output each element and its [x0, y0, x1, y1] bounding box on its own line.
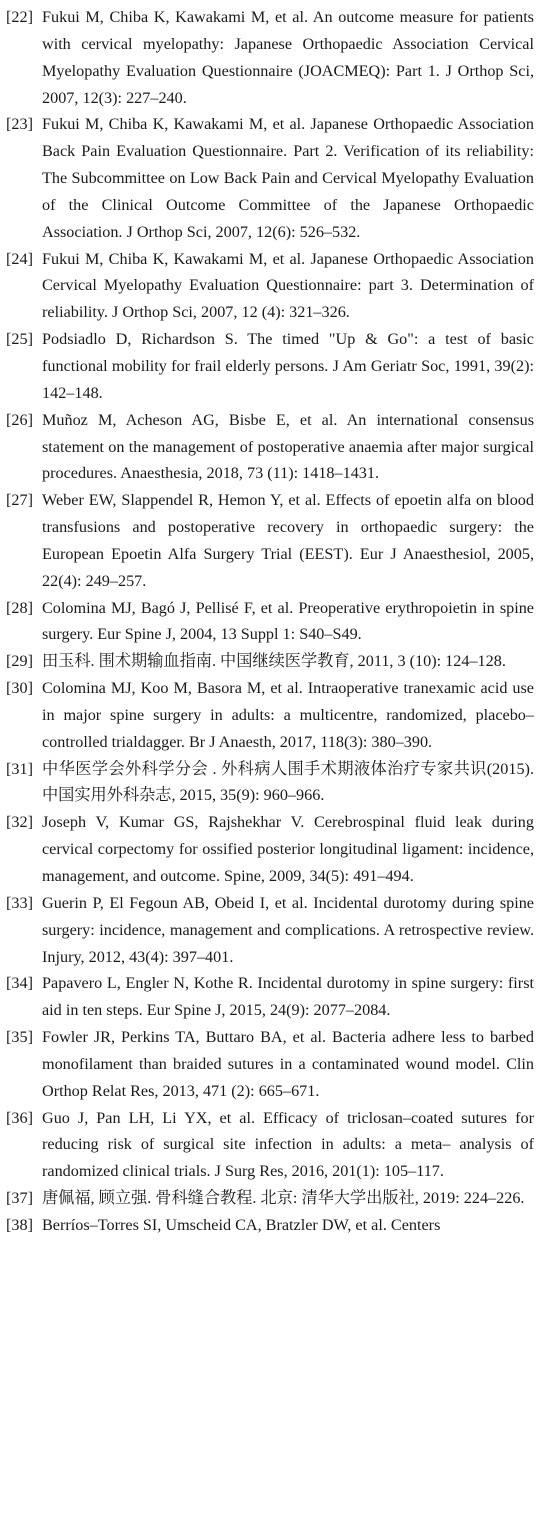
reference-item — [6, 890, 534, 971]
reference-number: [23] — [6, 115, 33, 134]
reference-item — [6, 246, 534, 327]
reference-item — [6, 595, 534, 649]
reference-item — [6, 970, 534, 1024]
reference-number: [24] — [6, 249, 33, 268]
reference-number: [22] — [6, 8, 33, 26]
reference-item — [6, 487, 534, 594]
reference-text: Fowler JR, Perkins TA, Buttaro BA, et al. Bacteria adhere less to barbed monofilament than braided sutures in a contaminated wound model. Clin Orthop Relat Res, 2013, 471 (2): 665–671. — [42, 1028, 534, 1100]
reference-item — [6, 756, 534, 810]
reference-text: Fukui M, Chiba K, Kawakami M, et al. Japanese Orthopaedic Association Cervical Myelopathy Evaluation Questionnaire: part 3. Determination of reliability. J Orthop Sci, 2007, 12 (4): 321–326. — [42, 249, 534, 322]
reference-text: Muñoz M, Acheson AG, Bisbe E, et al. An international consensus statement on the management of postoperative anaemia after major surgical procedures. Anaesthesia, 2018, 73 (11): 1418–1431. — [42, 410, 534, 483]
reference-item — [6, 1105, 534, 1186]
reference-item — [6, 111, 534, 245]
reference-text: 唐佩福, 顾立强. 骨科缝合教程. 北京: 清华大学出版社, 2019: 224–226. — [42, 1189, 525, 1208]
reference-number: [37] — [6, 1189, 33, 1208]
reference-text: Colomina MJ, Bagó J, Pellisé F, et al. Preoperative erythropoietin in spine surgery. Eur Spine J, 2004, 13 Suppl 1: S40–S49. — [42, 598, 534, 644]
reference-item — [6, 1212, 534, 1239]
reference-number: [36] — [6, 1108, 33, 1127]
reference-text: 中华医学会外科学分会 . 外科病人围手术期液体治疗专家共识(2015). 中国实用外科杂志, 2015, 35(9): 960–966. — [42, 759, 534, 805]
reference-number: [30] — [6, 679, 33, 698]
reference-text: Papavero L, Engler N, Kothe R. Incidental durotomy in spine surgery: first aid in ten steps. Eur Spine J, 2015, 24(9): 2077–2084. — [42, 974, 534, 1020]
reference-text: Weber EW, Slappendel R, Hemon Y, et al. Effects of epoetin alfa on blood transfusions and postoperative recovery in orthopaedic surgery: the European Epoetin Alfa Surgery Trial (EEST). Eur J Anaesthesiol, 2005, 22(4): 249–257. — [42, 491, 534, 590]
reference-text: Podsiadlo D, Richardson S. The timed "Up & Go": a test of basic functional mobility for frail elderly persons. J Am Geriatr Soc, 1991, 39(2): 142–148. — [42, 330, 534, 402]
reference-item — [6, 1185, 534, 1212]
reference-number: [27] — [6, 491, 33, 510]
reference-number: [25] — [6, 330, 33, 349]
reference-text: Guo J, Pan LH, Li YX, et al. Efficacy of triclosan–coated sutures for reducing risk of surgical site infection in adults: a meta– analysis of randomized clinical trials. J Surg Res, 2016, 201(1): 105–117. — [42, 1108, 534, 1181]
reference-item — [6, 675, 534, 756]
reference-item — [6, 809, 534, 890]
reference-number: [26] — [6, 410, 33, 429]
reference-number: [34] — [6, 974, 33, 993]
reference-text: 田玉科. 围术期输血指南. 中国继续医学教育, 2011, 3 (10): 124–128. — [42, 652, 506, 671]
reference-text: Joseph V, Kumar GS, Rajshekhar V. Cerebrospinal fluid leak during cervical corpectomy for ossified posterior longitudinal ligament: incidence, management, and outcome. Spine, 2009, 34(5): 491–494. — [42, 813, 534, 885]
reference-number: [28] — [6, 598, 33, 617]
reference-number: [33] — [6, 893, 33, 912]
reference-text: Berríos–Torres SI, Umscheid CA, Bratzler DW, et al. Centers — [42, 1215, 441, 1234]
reference-list — [6, 4, 534, 1239]
reference-item — [6, 326, 534, 407]
reference-number: [35] — [6, 1028, 33, 1047]
reference-text: Fukui M, Chiba K, Kawakami M, et al. Japanese Orthopaedic Association Back Pain Evaluation Questionnaire. Part 2. Verification of its reliability: The Subcommittee on Low Back Pain and Cervical Myelopathy Evaluation of the Clinical Outcome Committee of the Japanese Orthopaedic Association. J Orthop Sci, 2007, 12(6): 526–532. — [42, 115, 534, 241]
reference-item — [6, 648, 534, 675]
reference-item — [6, 4, 534, 111]
reference-item — [6, 407, 534, 488]
reference-text: Fukui M, Chiba K, Kawakami M, et al. An outcome measure for patients with cervical myelopathy: Japanese Orthopaedic Association Cervical Myelopathy Evaluation Questionnaire (JOACMEQ): Part 1. J Orthop Sci, 2007, 12(3): 227–240. — [42, 8, 534, 107]
reference-text: Guerin P, El Fegoun AB, Obeid I, et al. Incidental durotomy during spine surgery: incidence, management and complications. A retrospective review. Injury, 2012, 43(4): 397–401. — [42, 893, 534, 966]
reference-text: Colomina MJ, Koo M, Basora M, et al. Intraoperative tranexamic acid use in major spine surgery in adults: a multicentre, randomized, placebo–controlled trialdagger. Br J Anaesth, 2017, 118(3): 380–390. — [42, 679, 534, 751]
reference-number: [32] — [6, 813, 33, 832]
reference-item — [6, 1024, 534, 1105]
reference-number: [31] — [6, 759, 33, 778]
reference-number: [38] — [6, 1215, 33, 1234]
reference-number: [29] — [6, 652, 33, 671]
